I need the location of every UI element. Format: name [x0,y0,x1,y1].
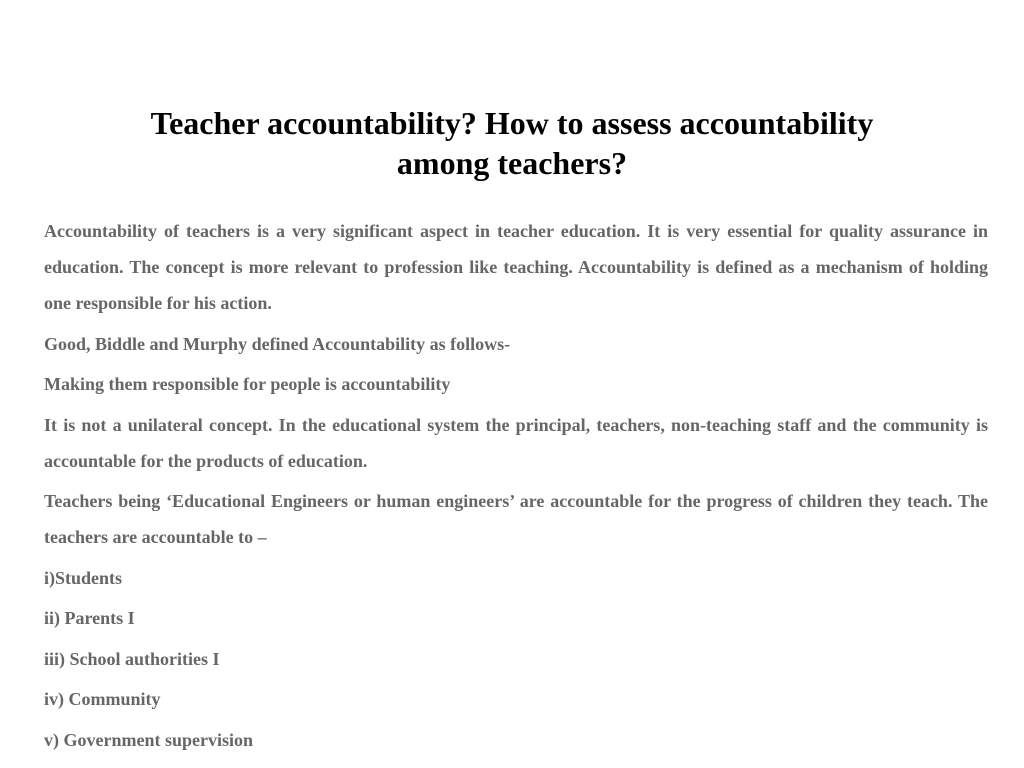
list-item-government-supervision: v) Government supervision [44,729,253,750]
paragraph-good-biddle-murphy: Good, Biddle and Murphy defined Accountability as follows- [44,333,511,354]
list-item-community: iv) Community [44,689,161,709]
list-item-parents: ii) Parents I [44,608,135,628]
paragraph-responsibility: Making them responsible for people is accountability [44,374,451,394]
slide-body [44,213,988,762]
list-item-students: i)Students [44,567,123,588]
paragraph-definition: Accountability of teachers is a very significant aspect in teacher education. It is very essential for quality assurance in education. The concept is more relevant to profession like teaching. Accountability is defined as a mechanism of holding one responsible for his action. [44,221,988,313]
slide-title-line-2: among teachers? [396,145,628,181]
list-item-school-authorities: iii) School authorities I [44,648,220,669]
paragraph-educational-engineers: Teachers being ‘Educational Engineers or human engineers’ are accountable for the progress of children they teach. The teachers are accountable to – [44,491,988,547]
slide-title [100,103,924,183]
slide-title-line-1: Teacher accountability? How to assess accountability [150,105,874,141]
paragraph-not-unilateral: It is not a unilateral concept. In the educational system the principal, teachers, non-teaching staff and the community is accountable for the products of education. [44,414,988,471]
